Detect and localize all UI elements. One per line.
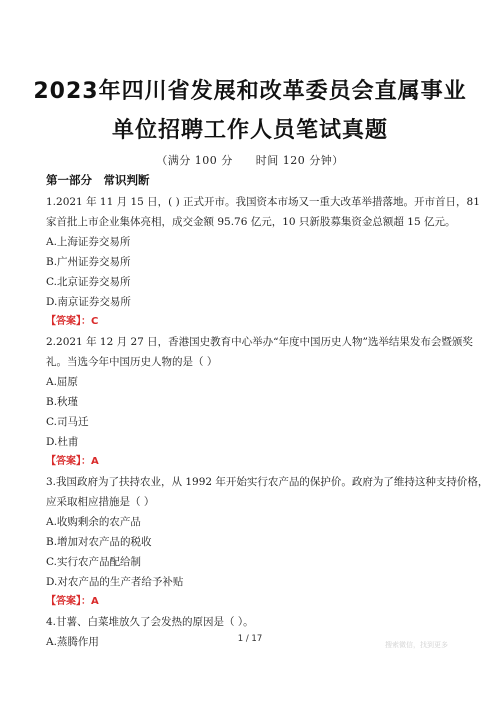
question-list — [46, 192, 489, 652]
exam-info: （满分 100 分 时间 120 分钟） — [156, 154, 344, 167]
page-title-line-1: 2023年四川省发展和改革委员会直属事业 — [33, 79, 467, 104]
question-4-option-a: A.蒸腾作用 — [46, 636, 99, 648]
question-1-option-a: A.上海证券交易所 — [46, 236, 131, 248]
question-2-option-c: C.司马迁 — [46, 416, 89, 428]
question-3-option-b: B.增加对农产品的税收 — [46, 536, 152, 548]
question-1-option-b: B.广州证券交易所 — [46, 256, 131, 268]
question-3-stem-line-2: 应采取相应措施是（ ） — [46, 496, 155, 508]
question-3-answer: 【答案】：A — [46, 596, 99, 607]
question-4-stem-line-1: 4.甘薯、白菜堆放久了会发热的原因是（ ）。 — [46, 616, 254, 628]
section-heading: 第一部分 常识判断 — [46, 173, 150, 187]
question-2-stem-line-2: 礼。当选今年中国历史人物的是（ ） — [46, 356, 218, 368]
question-2-option-b: B.秋瑾 — [46, 396, 79, 408]
question-1-option-c: C.北京证券交易所 — [46, 276, 131, 288]
page-title-line-2: 单位招聘工作人员笔试真题 — [111, 118, 388, 143]
watermark: 搜索微信，找到更多 — [385, 641, 448, 649]
question-2-stem-line-1: 2.2021 年 12 月 27 日，香港国史教育中心举办“年度中国历史人物”选举结果发布会暨颁奖 — [46, 336, 473, 348]
page-number: 1 / 17 — [237, 634, 263, 644]
question-3-option-a: A.收购剩余的农产品 — [46, 516, 141, 528]
question-2-answer: 【答案】：A — [46, 456, 99, 467]
question-1-stem-line-1: 1.2021 年 11 月 15 日，( ) 正式开市。我国资本市场又一重大改革举措落地。开市首日，81 — [46, 196, 480, 208]
question-1-option-d: D.南京证券交易所 — [46, 296, 131, 308]
question-3-option-d: D.对农产品的生产者给予补贴 — [46, 576, 184, 588]
question-3-option-c: C.实行农产品配给制 — [46, 556, 141, 568]
question-3-stem-line-1: 3.我国政府为了扶持农业，从 1992 年开始实行农产品的保护价。政府为了维持这种支持价格， — [46, 476, 489, 488]
question-1-answer: 【答案】：C — [46, 316, 99, 327]
question-1-stem-line-2: 家首批上市企业集体亮相，成交金额 95.76 亿元，10 只新股募集资金总额超 15 亿元。 — [46, 216, 456, 228]
question-2-option-a: A.屈原 — [46, 376, 78, 388]
question-2-option-d: D.杜甫 — [46, 436, 79, 448]
